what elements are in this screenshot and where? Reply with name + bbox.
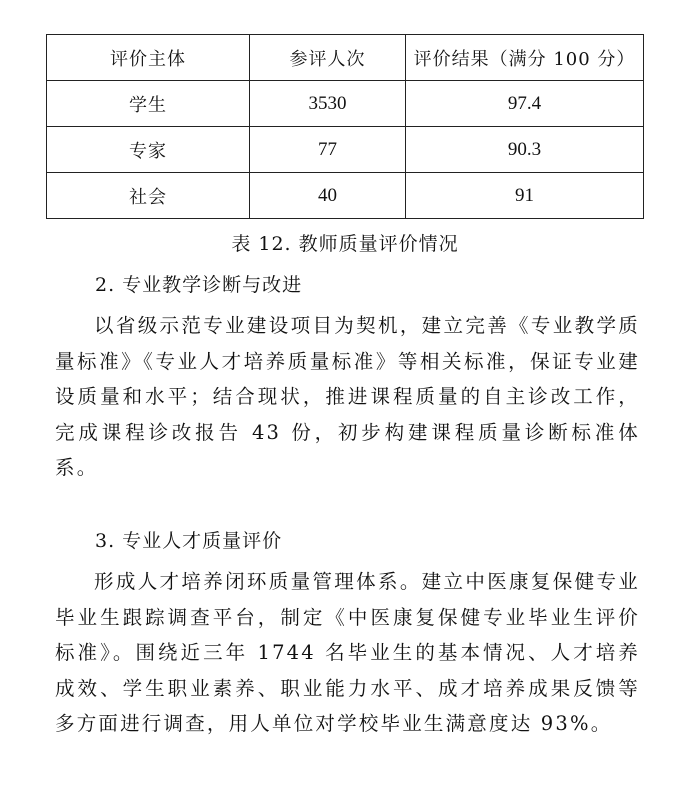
section-2-heading: 2. 专业教学诊断与改进 bbox=[95, 274, 303, 296]
cell-count: 77 bbox=[250, 127, 406, 173]
header-subject: 评价主体 bbox=[47, 35, 250, 81]
table-row bbox=[47, 81, 644, 127]
cell-score: 90.3 bbox=[406, 127, 644, 173]
cell-score: 97.4 bbox=[406, 81, 644, 127]
cell-score: 91 bbox=[406, 173, 644, 219]
header-score: 评价结果（满分 100 分） bbox=[406, 35, 644, 81]
table-row bbox=[47, 173, 644, 219]
cell-subject: 专家 bbox=[47, 127, 250, 173]
cell-subject: 学生 bbox=[47, 81, 250, 127]
table-row bbox=[47, 127, 644, 173]
section-2-body: 以省级示范专业建设项目为契机，建立完善《专业教学质量标准》《专业人才培养质量标准》等相关标准，保证专业建设质量和水平；结合现状，推进课程质量的自主诊改工作，完成课程诊改报告 43 份，初步构建课程质量诊断标准体系。 bbox=[55, 314, 640, 479]
header-count: 参评人次 bbox=[250, 35, 406, 81]
section-3-body: 形成人才培养闭环质量管理体系。建立中医康复保健专业毕业生跟踪调查平台，制定《中医康复保健专业毕业生评价标准》。围绕近三年 1744 名毕业生的基本情况、人才培养成效、学生职业素养、职业能力水平、成才培养成果反馈等多方面进行调查，用人单位对学校毕业生满意度达 93%。 bbox=[55, 570, 640, 735]
cell-count: 3530 bbox=[250, 81, 406, 127]
table-header-row bbox=[47, 35, 644, 81]
evaluation-table bbox=[46, 34, 644, 219]
cell-subject: 社会 bbox=[47, 173, 250, 219]
table-caption: 表 12. 教师质量评价情况 bbox=[231, 233, 459, 255]
section-3-heading: 3. 专业人才质量评价 bbox=[95, 530, 283, 552]
cell-count: 40 bbox=[250, 173, 406, 219]
